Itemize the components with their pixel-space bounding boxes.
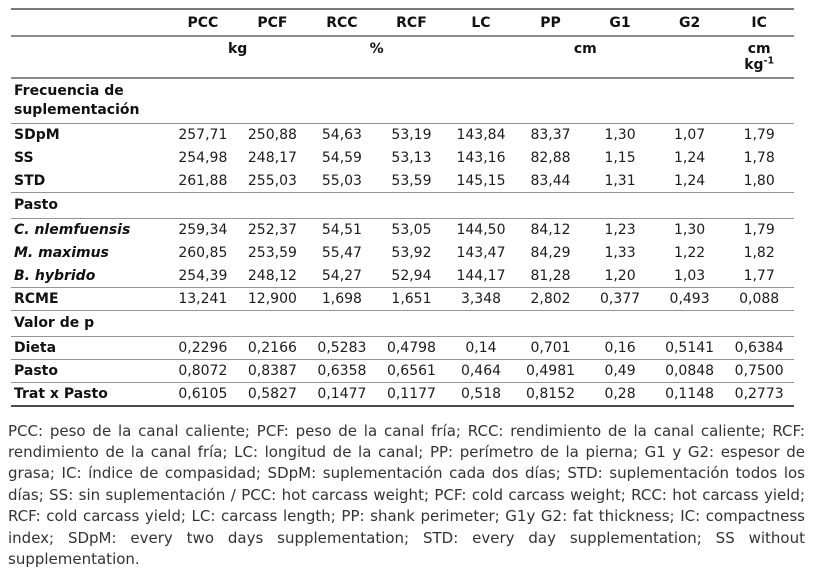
table-cell: 248,17 — [238, 147, 308, 170]
table-row — [11, 242, 794, 265]
table-cell: 248,12 — [238, 265, 308, 288]
table-cell: 260,85 — [168, 242, 238, 265]
table-cell: 81,28 — [516, 265, 586, 288]
section-row — [11, 311, 794, 337]
column-header-pcf: PCF — [238, 9, 308, 36]
table-row — [11, 124, 794, 147]
section-row — [11, 78, 794, 124]
unit-label: kg — [168, 36, 307, 78]
column-header-row — [11, 9, 794, 36]
table-cell: 53,19 — [377, 124, 447, 147]
table-cell: 0,2773 — [724, 383, 794, 406]
table-cell: 1,698 — [307, 288, 377, 311]
row-label: Dieta — [11, 337, 168, 360]
table-cell: 0,1148 — [655, 383, 725, 406]
table-cell: 0,493 — [655, 288, 725, 311]
table-cell: 2,802 — [516, 288, 586, 311]
table-head — [11, 9, 794, 78]
unit-label: cm $kg^{-1}$ — [724, 36, 794, 78]
table-cell: 143,84 — [446, 124, 516, 147]
table-cell: 53,92 — [377, 242, 447, 265]
table-cell: 3,348 — [446, 288, 516, 311]
table-cell: 1,82 — [724, 242, 794, 265]
table-cell: 255,03 — [238, 170, 308, 193]
table-cell: 0,518 — [446, 383, 516, 406]
table-cell: 1,20 — [585, 265, 655, 288]
table-cell: 0,377 — [585, 288, 655, 311]
column-header-pcc: PCC — [168, 9, 238, 36]
table-cell: 1,24 — [655, 147, 725, 170]
row-label: SS — [11, 147, 168, 170]
unit-label: % — [307, 36, 446, 78]
column-header-rcc: RCC — [307, 9, 377, 36]
table-cell: 54,27 — [307, 265, 377, 288]
table-cell: 83,44 — [516, 170, 586, 193]
table-cell: 254,98 — [168, 147, 238, 170]
table-cell: 0,464 — [446, 360, 516, 383]
table-cell: 0,5141 — [655, 337, 725, 360]
section-header: Pasto — [11, 193, 794, 219]
row-label: Trat x Pasto — [11, 383, 168, 406]
table-cell: 0,1177 — [377, 383, 447, 406]
row-label: C. nlemfuensis — [11, 219, 168, 242]
table-cell: 0,8072 — [168, 360, 238, 383]
table-body — [11, 78, 794, 406]
table-cell: 84,12 — [516, 219, 586, 242]
column-header-ic: IC — [724, 9, 794, 36]
table-cell: 55,47 — [307, 242, 377, 265]
table-cell: 0,4798 — [377, 337, 447, 360]
corner-cell — [11, 9, 168, 36]
units-row — [11, 36, 794, 78]
unit-label: cm — [446, 36, 724, 78]
table-cell: 55,03 — [307, 170, 377, 193]
table-cell: 83,37 — [516, 124, 586, 147]
carcass-traits-table — [11, 8, 794, 407]
table-cell: 1,77 — [724, 265, 794, 288]
column-header-g2: G2 — [655, 9, 725, 36]
table-cell: 257,71 — [168, 124, 238, 147]
table-cell: 0,6384 — [724, 337, 794, 360]
column-header-rcf: RCF — [377, 9, 447, 36]
table-row — [11, 360, 794, 383]
table-cell: 0,701 — [516, 337, 586, 360]
table-cell: 1,651 — [377, 288, 447, 311]
table-row — [11, 265, 794, 288]
table-cell: 253,59 — [238, 242, 308, 265]
table-row — [11, 337, 794, 360]
section-header: Valor de p — [11, 311, 794, 337]
table-cell: 144,50 — [446, 219, 516, 242]
table-cell: 1,79 — [724, 219, 794, 242]
table-cell: 143,47 — [446, 242, 516, 265]
row-label: Pasto — [11, 360, 168, 383]
table-cell: 0,28 — [585, 383, 655, 406]
section-header: Frecuencia de suplementación — [11, 78, 794, 124]
table-row — [11, 170, 794, 193]
table-cell: 1,03 — [655, 265, 725, 288]
table-cell: 0,5283 — [307, 337, 377, 360]
table-row — [11, 383, 794, 406]
table-cell: 52,94 — [377, 265, 447, 288]
table-cell: 0,6561 — [377, 360, 447, 383]
table-cell: 53,13 — [377, 147, 447, 170]
table-cell: 259,34 — [168, 219, 238, 242]
row-label: M. maximus — [11, 242, 168, 265]
table-cell: 0,49 — [585, 360, 655, 383]
table-cell: 54,51 — [307, 219, 377, 242]
table-cell: 0,6358 — [307, 360, 377, 383]
table-cell: 144,17 — [446, 265, 516, 288]
table-cell: 1,24 — [655, 170, 725, 193]
table-cell: 54,59 — [307, 147, 377, 170]
table-cell: 0,0848 — [655, 360, 725, 383]
table-row — [11, 147, 794, 170]
table-row — [11, 219, 794, 242]
table-cell: 1,33 — [585, 242, 655, 265]
table-cell: 0,16 — [585, 337, 655, 360]
table-cell: 254,39 — [168, 265, 238, 288]
table-cell: 1,80 — [724, 170, 794, 193]
table-cell: 0,088 — [724, 288, 794, 311]
table-cell: 1,15 — [585, 147, 655, 170]
table-cell: 143,16 — [446, 147, 516, 170]
table-cell: 0,2296 — [168, 337, 238, 360]
table-row — [11, 288, 794, 311]
table-cell: 0,7500 — [724, 360, 794, 383]
row-label: B. hybrido — [11, 265, 168, 288]
table-cell: 0,2166 — [238, 337, 308, 360]
units-corner-cell — [11, 36, 168, 78]
table-cell: 250,88 — [238, 124, 308, 147]
table-cell: 0,1477 — [307, 383, 377, 406]
column-header-pp: PP — [516, 9, 586, 36]
table-cell: 1,79 — [724, 124, 794, 147]
table-cell: 12,900 — [238, 288, 308, 311]
table-cell: 0,4981 — [516, 360, 586, 383]
table-cell: 1,07 — [655, 124, 725, 147]
table-cell: 53,05 — [377, 219, 447, 242]
table-cell: 0,6105 — [168, 383, 238, 406]
table-cell: 1,31 — [585, 170, 655, 193]
table-cell: 0,14 — [446, 337, 516, 360]
table-cell: 261,88 — [168, 170, 238, 193]
table-cell: 1,30 — [585, 124, 655, 147]
row-label: RCME — [11, 288, 168, 311]
table-cell: 1,22 — [655, 242, 725, 265]
table-cell: 1,23 — [585, 219, 655, 242]
table-cell: 1,30 — [655, 219, 725, 242]
table-cell: 0,8152 — [516, 383, 586, 406]
table-cell: 13,241 — [168, 288, 238, 311]
table-cell: 54,63 — [307, 124, 377, 147]
table-cell: 145,15 — [446, 170, 516, 193]
row-label: STD — [11, 170, 168, 193]
table-cell: 252,37 — [238, 219, 308, 242]
column-header-lc: LC — [446, 9, 516, 36]
table-cell: 0,5827 — [238, 383, 308, 406]
table-cell: 1,78 — [724, 147, 794, 170]
table-cell: 0,8387 — [238, 360, 308, 383]
table-cell: 84,29 — [516, 242, 586, 265]
section-row — [11, 193, 794, 219]
table-cell: 53,59 — [377, 170, 447, 193]
table-footnote: PCC: peso de la canal caliente; PCF: peso de la canal fría; RCC: rendimiento de la canal caliente; RCF: rendimiento de la canal fría; LC: longitud de la canal; PP: perímetro de la pierna; G1 y G2: espesor de grasa; IC: índice de compasidad; SDpM: suplementación cada dos días; STD: suplementación todos los días; SS: sin suplementación / PCC: hot carcass weight; PCF: cold carcass weight; RCC: hot carcass yield; RCF: cold carcass yield; LC: carcass length; PP: shank perimeter; G1y G2: fat thickness; IC: compactness index; SDpM: every two days supplementation; STD: every day supplementation; SS without supplementation. — [8, 421, 805, 570]
column-header-g1: G1 — [585, 9, 655, 36]
row-label: SDpM — [11, 124, 168, 147]
table-cell: 82,88 — [516, 147, 586, 170]
